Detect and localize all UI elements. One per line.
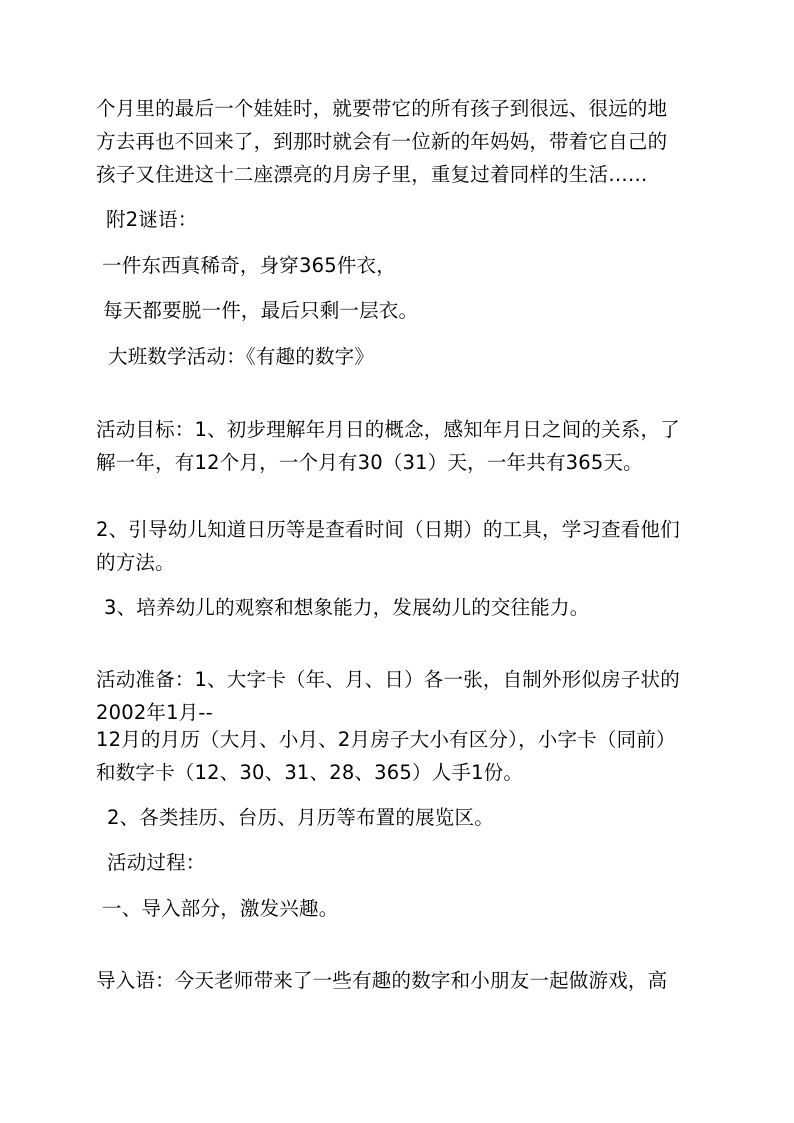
process-heading: 活动过程： [107,851,206,874]
story-line-2: 方去再也不回来了，到那时就会有一位新的年妈妈，带着它自己的 [96,130,668,153]
process-step-1: 一、导入部分，激发兴趣。 [102,897,339,920]
story-line-1: 个月里的最后一个娃娃时，就要带它的所有孩子到很远、很远的地 [96,97,668,120]
story-line-3: 孩子又住进这十二座漂亮的月房子里，重复过着同样的生活…… [96,163,648,186]
goal-1-line-1: 活动目标：1、初步理解年月日的概念，感知年月日之间的关系，了 [96,418,680,441]
goal-1-line-2: 解一年，有12个月，一个月有30（31）天，一年共有365天。 [96,451,643,474]
prep-1-line-4: 和数字卡（12、30、31、28、365）人手1份。 [96,761,524,784]
goal-2-line-2: 的方法。 [96,551,175,574]
activity-title: 大班数学活动：《有趣的数字》 [108,345,375,368]
prep-2: 2、各类挂历、台历、月历等布置的展览区。 [107,806,494,829]
prep-1-line-1: 活动准备：1、大字卡（年、月、日）各一张，自制外形似房子状的 [96,668,680,691]
goal-3: 3、培养幼儿的观察和想象能力，发展幼儿的交往能力。 [104,596,590,619]
riddle-line-2: 每天都要脱一件，最后只剩一层衣。 [103,299,419,322]
prep-1-line-3: 12月的月历（大月、小月、2月房子大小有区分），小字卡（同前） [96,728,676,751]
intro-line-1: 导入语：今天老师带来了一些有趣的数字和小朋友一起做游戏，高 [96,969,668,992]
riddle-heading: 附2谜语： [106,208,198,231]
prep-1-line-2: 2002年1月-- [96,701,213,724]
goal-2-line-1: 2、引导幼儿知道日历等是查看时间（日期）的工具，学习查看他们 [96,518,680,541]
riddle-line-1: 一件东西真稀奇，身穿365件衣， [102,254,396,277]
